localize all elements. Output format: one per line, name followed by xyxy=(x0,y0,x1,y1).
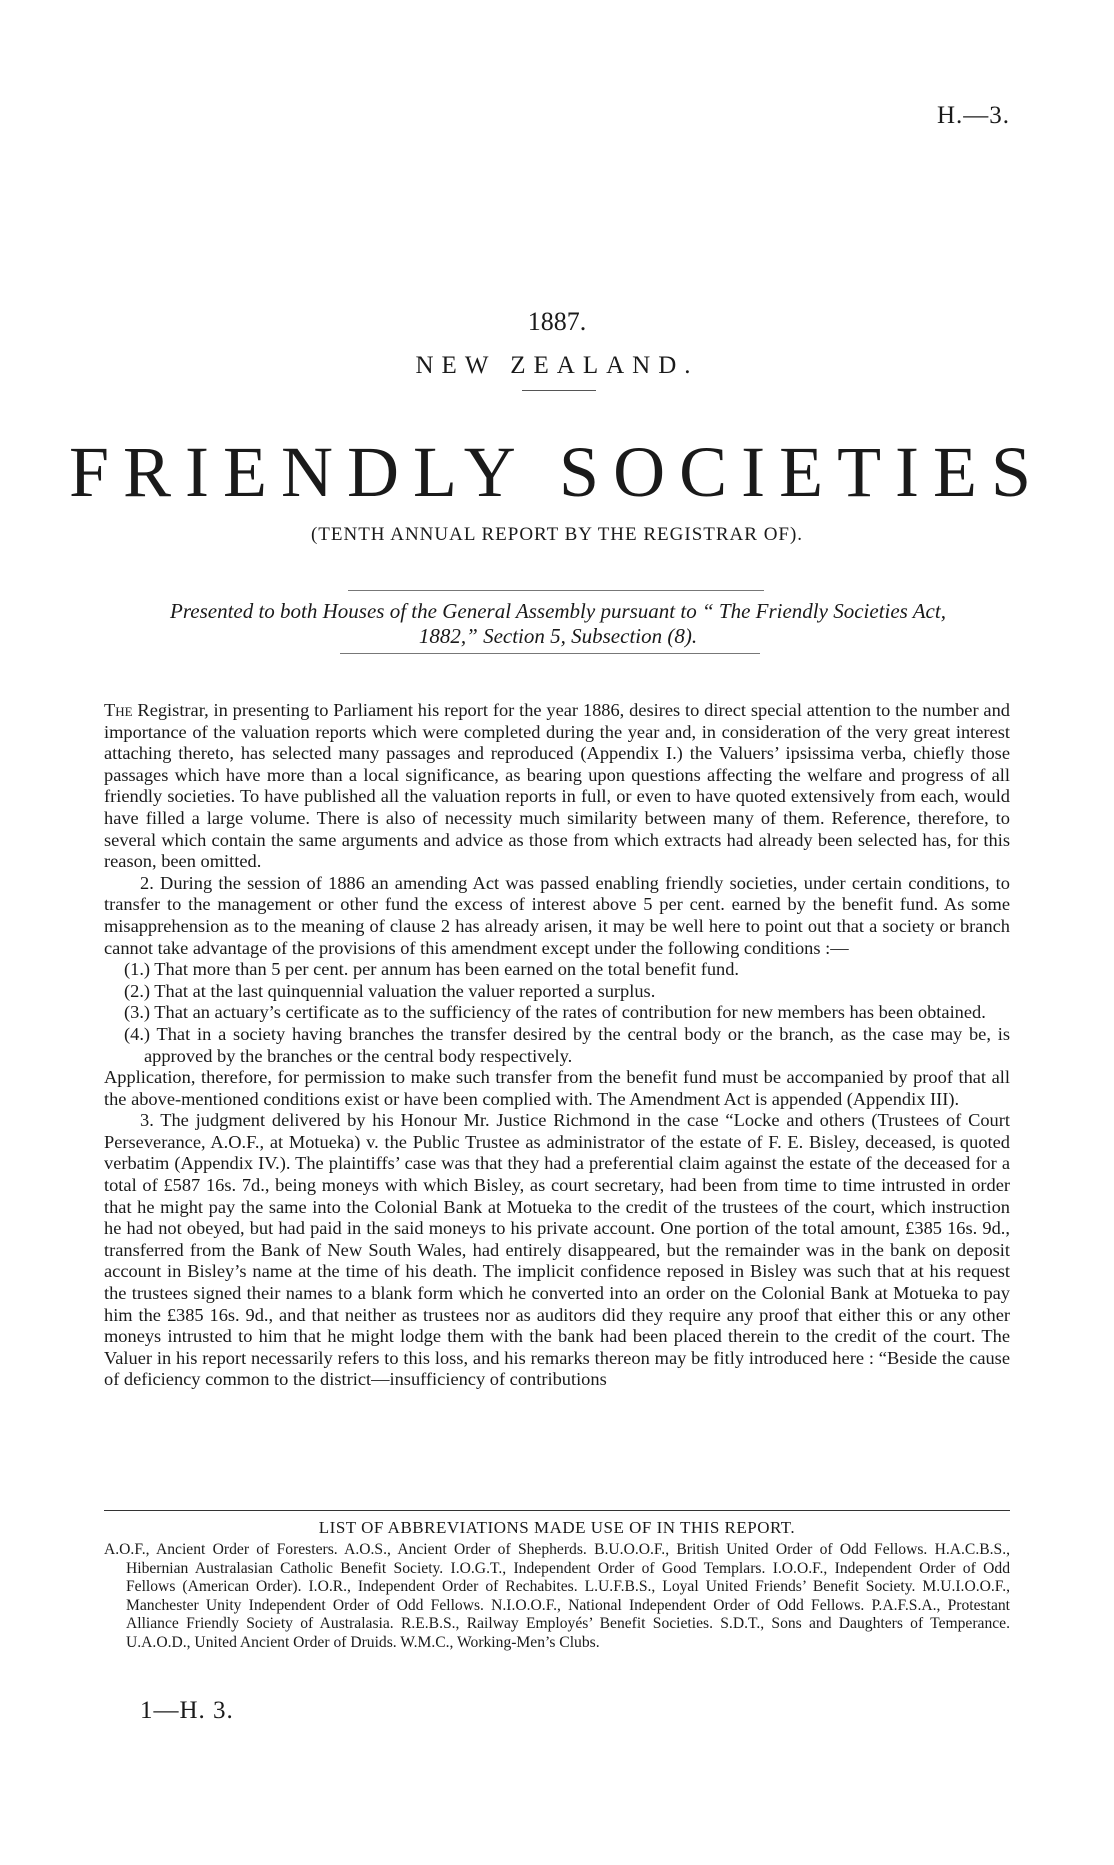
abbreviations-list: A.O.F., Ancient Order of Foresters. A.O.S., Ancient Order of Shepherds. B.U.O.O.F., British United Order of Odd Fellows. H.A.C.B.S., Hibernian Australasian Catholic Benefit Society. I.O.G.T., Independent Order of Good Templars. I.O.O.F., Independent Order of Odd Fellows (American Order). I.O.R., Independent Order of Rechabites. L.U.F.B.S., Loyal United Friends’ Benefit Society. M.U.I.O.O.F., Manchester Unity Independent Order of Odd Fellows. N.I.O.O.F., National Independent Order of Odd Fellows. P.A.F.S.A., Protestant Alliance Friendly Society of Australasia. R.E.B.S., Railway Employés’ Benefit Societies. S.D.T., Sons and Daughters of Temperance. U.A.O.D., United Ancient Order of Druids. W.M.C., Working-Men’s Clubs. xyxy=(104,1541,1010,1651)
presentation-note xyxy=(118,599,998,649)
presentation-note-line: 1882,” Section 5, Subsection (8). xyxy=(418,624,698,648)
condition-item: (3.) That an actuary’s certificate as to the sufficiency of the rates of contribution for new members has been obtained. xyxy=(124,1002,986,1023)
condition-item: (2.) That at the last quinquennial valuation the valuer reported a surplus. xyxy=(124,980,656,1001)
footnote-divider xyxy=(104,1510,1010,1511)
paragraph-3: 3. The judgment delivered by his Honour Mr. Justice Richmond in the case “Locke and others (Trustees of Court Perseverance, A.O.F., at Motueka) v. the Public Trustee as administrator of the estate of F. E. Bisley, deceased, is quoted verbatim (Appendix IV.). The plaintiffs’ case was that they had a preferential claim against the estate of the deceased for a total of £587 16s. 7d., being moneys with which Bisley, as court secretary, had been from time to time intrusted in order that he might pay the same into the Colonial Bank at Motueka to the credit of the trustees of the court, which instruction he had not obeyed, but had paid in the said moneys to his private account. One portion of the total amount, £385 16s. 9d., transferred from the Bank of New South Wales, had entirely disappeared, but the remainder was in the bank on deposit account in Bisley’s name at the time of his death. The implicit confidence reposed in Bisley was such that at his request the trustees signed their names to a blank form which he converted into an order on the Colonial Bank at Motueka to pay him the £385 16s. 9d., and that neither as trustees nor as auditors did they require any proof that either this or any other moneys intrusted to him that he might lodge them with the bank had been placed therein to the credit of the court. The Valuer in his report necessarily refers to this loss, and his remarks thereon may be fitly introduced here : “Beside the cause of deficiency common to the district—insufficiency of contributions xyxy=(104,1110,1010,1390)
page-reference: H.—3. xyxy=(936,102,1010,129)
paragraph-1-text: Registrar, in presenting to Parliament his report for the year 1886, desires to direct special attention to the number and importance of the valuation reports which were completed during the year and, in consideration of the very great interest attaching thereto, has selected many passages and reproduced (Appendix I.) the Valuers’ ipsissima verba, chiefly those passages which have more than a local significance, as bearing upon questions affecting the welfare and progress of all friendly societies. To have published all the valuation reports in full, or even to have quoted extensively from each, would have filled a large volume. There is also of necessity much similarity between many of them. Reference, therefore, to several which contain the same arguments and advice as those from which extracts had already been selected has, for this reason, been omitted. xyxy=(104,700,1010,872)
report-year: 1887. xyxy=(527,307,587,336)
divider xyxy=(348,590,764,591)
presentation-note-line: Presented to both Houses of the General Assembly pursuant to “ The Friendly Societies Act, xyxy=(170,599,946,623)
divider xyxy=(522,390,596,391)
abbreviations-heading: LIST OF ABBREVIATIONS MADE USE OF IN THIS REPORT. xyxy=(318,1518,796,1537)
paragraph-1 xyxy=(104,700,1010,873)
paragraph-2-continued: Application, therefore, for permission to make such transfer from the benefit fund must be accompanied by proof that all the above-mentioned conditions exist or have been complied with. The Amendment Act is appended (Appendix III). xyxy=(104,1067,1010,1109)
report-body xyxy=(104,700,1010,1391)
condition-item: (1.) That more than 5 per cent. per annum has been earned on the total benefit fund. xyxy=(124,959,740,980)
divider xyxy=(340,653,760,654)
country-heading: NEW ZEALAND. xyxy=(415,352,699,379)
sheet-signature: 1—H. 3. xyxy=(140,1697,234,1724)
document-title: FRIENDLY SOCIETIES xyxy=(68,432,1046,512)
condition-item: (4.) That in a society having branches the transfer desired by the central body or the branch, as the case may be, is approved by the branches or the central body respectively. xyxy=(124,1023,1010,1066)
paragraph-2: 2. During the session of 1886 an amending Act was passed enabling friendly societies, under certain conditions, to transfer to the management or other fund the excess of interest above 5 per cent. earned by the benefit fund. As some misapprehension as to the meaning of clause 2 has already arisen, it may be well here to point out that a society or branch cannot take advantage of the provisions of this amendment except under the following conditions :— xyxy=(104,872,1010,958)
lead-word: The xyxy=(104,700,133,720)
document-subtitle: (TENTH ANNUAL REPORT BY THE REGISTRAR OF). xyxy=(310,524,804,545)
